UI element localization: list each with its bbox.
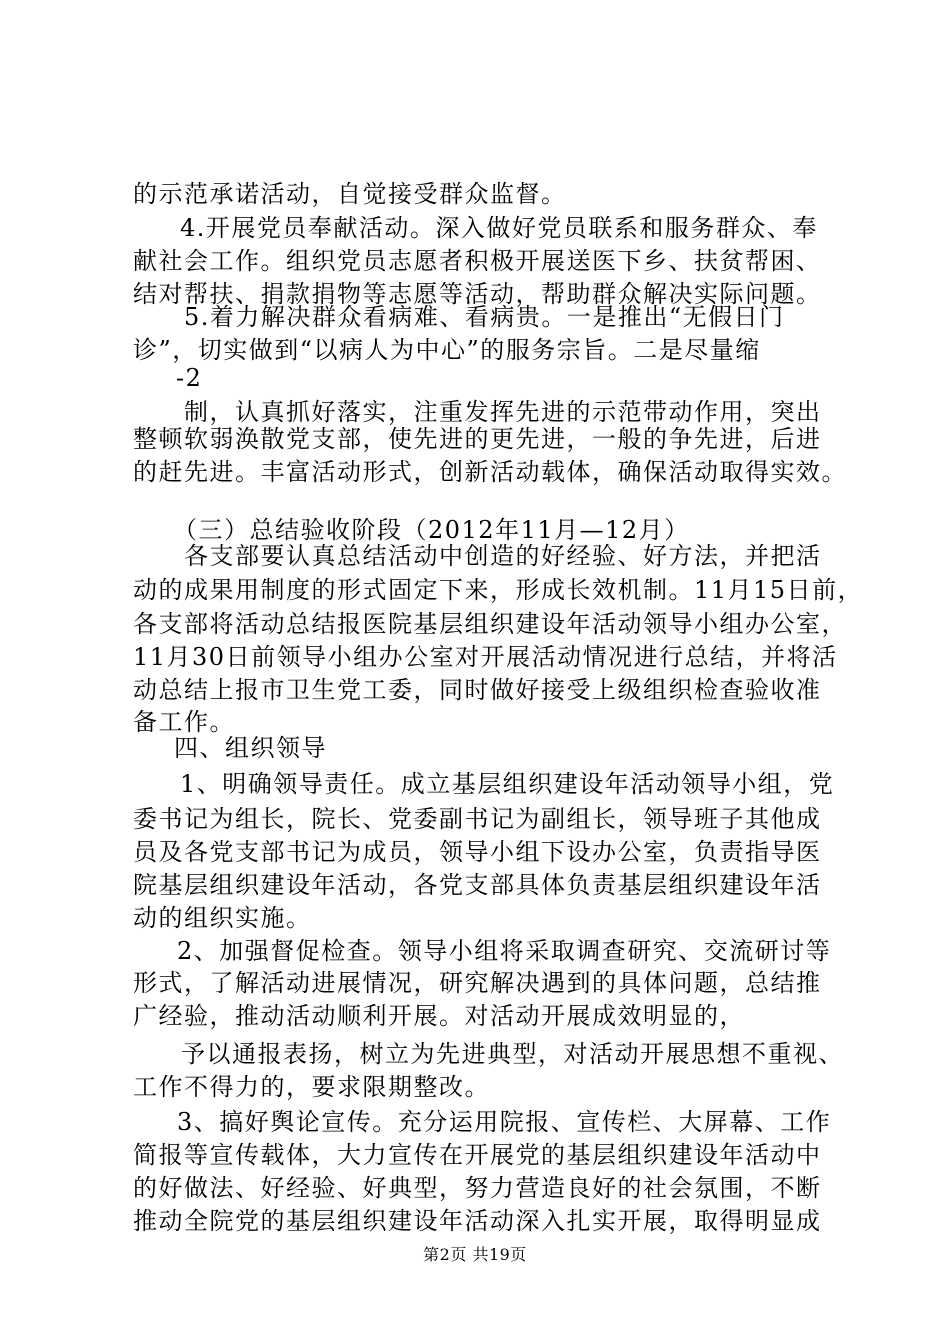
- body-text-line: 5.着力解决群众看病难、看病贵。一是推出“无假日门: [184, 303, 785, 331]
- body-text-line: 各支部要认真总结活动中创造的好经验、好方法，并把活: [184, 542, 822, 570]
- body-text-line: 制，认真抓好落实，注重发挥先进的示范带动作用，突出: [184, 398, 822, 426]
- body-text-line: 工作不得力的，要求限期整改。: [133, 1073, 490, 1101]
- body-text-line: 动总结上报市卫生党工委，同时做好接受上级组织检查验收准: [133, 676, 822, 704]
- body-text-line: 备工作。: [133, 708, 235, 736]
- body-text-line: 形式，了解活动进展情况，研究解决遇到的具体问题，总结推: [133, 969, 822, 997]
- page-footer: 第2页 共19页: [423, 1245, 527, 1264]
- body-text-line: 3、搞好舆论宣传。充分运用院报、宣传栏、大屏幕、工作: [177, 1108, 832, 1136]
- page-number-marker: -2: [176, 364, 203, 392]
- body-text-line: 动的成果用制度的形式固定下来，形成长效机制。11月15日前，: [133, 576, 864, 604]
- section-heading: 四、组织领导: [174, 734, 327, 762]
- body-text-line: 诊”，切实做到“以病人为中心”的服务宗旨。二是尽量缩: [133, 336, 761, 364]
- body-text-line: 员及各党支部书记为成员，领导小组下设办公室，负责指导医: [133, 838, 822, 866]
- body-text-line: 广经验，推动活动顺利开展。对活动开展成效明显的，: [133, 1002, 745, 1030]
- body-text-line: 献社会工作。组织党员志愿者积极开展送医下乡、扶贫帮困、: [133, 247, 822, 275]
- body-text-line: 整顿软弱涣散党支部，使先进的更先进，一般的争先进，后进: [133, 425, 822, 453]
- body-text-line: 的赶先进。丰富活动形式，创新活动载体，确保活动取得实效。: [133, 458, 847, 486]
- body-text-line: 的好做法、好经验、好典型，努力营造良好的社会氛围，不断: [133, 1174, 822, 1202]
- body-text-line: 予以通报表扬，树立为先进典型，对活动开展思想不重视、: [181, 1040, 844, 1068]
- body-text-line: 各支部将活动总结报医院基层组织建设年活动领导小组办公室，: [133, 610, 847, 638]
- body-text-line: 结对帮扶、捐款捐物等志愿等活动，帮助群众解决实际问题。: [133, 280, 822, 308]
- section-heading: （三）总结验收阶段（2012年11月—12月）: [173, 516, 690, 544]
- body-text-line: 1、明确领导责任。成立基层组织建设年活动领导小组，党: [180, 770, 835, 798]
- body-text-line: 委书记为组长，院长、党委副书记为副组长，领导班子其他成: [133, 805, 822, 833]
- body-text-line: 11月30日前领导小组办公室对开展活动情况进行总结，并将活: [133, 643, 838, 671]
- body-text-line: 的示范承诺活动，自觉接受群众监督。: [133, 180, 567, 208]
- body-text-line: 2、加强督促检查。领导小组将采取调查研究、交流研讨等: [177, 937, 832, 965]
- body-text-line: 简报等宣传载体，大力宣传在开展党的基层组织建设年活动中: [133, 1141, 822, 1169]
- body-text-line: 4.开展党员奉献活动。深入做好党员联系和服务群众、奉: [180, 214, 818, 242]
- body-text-line: 推动全院党的基层组织建设年活动深入扎实开展，取得明显成: [133, 1207, 822, 1235]
- body-text-line: 院基层组织建设年活动，各党支部具体负责基层组织建设年活: [133, 871, 822, 899]
- body-text-line: 动的组织实施。: [133, 904, 312, 932]
